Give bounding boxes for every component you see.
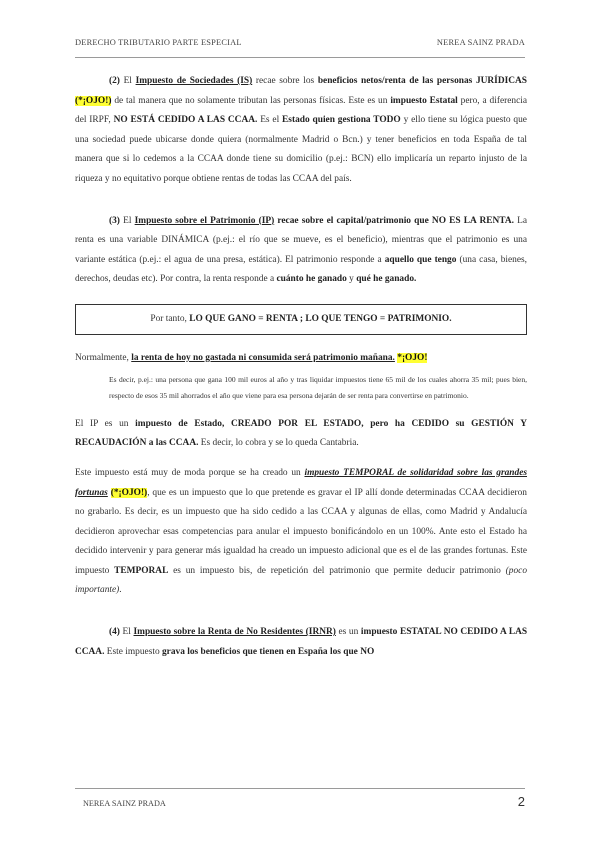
section-title: Impuesto sobre la Renta de No Residentes (IRNR) [133,627,336,638]
bold-text: cuánto he ganado [276,274,347,285]
bold-text: beneficios netos/renta de las personas JURÍDICAS [317,76,527,86]
footer-rule [75,788,525,789]
example-note: Es decir, p.ej.: una persona que gana 100 mil euros al año y tras liquidar impuestos tiene 65 mil de los cuales ahorra 35 mil; pues bien, respecto de esos 35 mil ahorrados el año que viene para esa persona dejarán de ser renta para convertirse en patrimonio. [109,374,527,401]
text: El IP es un [75,418,129,429]
footer-author: NEREA SAINZ PRADA [83,799,166,808]
summary-box [75,304,527,335]
text: de tal manera que no solamente tributan las personas físicas. Este es un [114,95,388,106]
bold-underlined-text: la renta de hoy no gastada ni consumida será patrimonio mañana. [131,352,395,363]
normally-paragraph [75,349,527,369]
text: Este impuesto [106,646,160,657]
text: Es el [260,115,280,126]
bold-text: recae sobre el capital/patrimonio que NO ES LA RENTA. [277,215,514,226]
bold-text: qué he ganado. [356,274,417,285]
text: pero, a diferencia del IRPF, [75,95,528,126]
page-header [75,38,525,47]
section-4-paragraph [75,623,527,662]
fashion-paragraph [75,464,527,601]
text: y ello tiene su lógica puesto que una sociedad puede ubicarse donde quiera (normalmente Madrid o Bcn.) y tener beneficios en toda España de tal manera que si lo cedemos a la CCAA donde tiene su domicilio (p.ej.: BCN) ello implicaría un reparto injusto de la riqueza y no equitativo porque obtiene rentas de todas las CCAA del país. [75,115,527,184]
section-number: (2) [109,76,120,86]
highlight-ojo: (*¡OJO!) [75,95,112,106]
section-number: (3) [109,215,120,226]
header-author: NEREA SAINZ PRADA [436,38,525,47]
bold-text: NO [360,646,375,657]
section-number: (4) [109,627,120,638]
bold-text: Estado quien gestiona TODO [282,115,401,126]
page-number: 2 [517,794,525,809]
text: y [349,274,354,285]
highlight-ojo: *¡OJO! [397,352,428,363]
text: El [123,76,132,86]
text: Este impuesto está muy de moda porque se ha creado un [75,467,301,478]
text: recae sobre los [255,76,315,86]
bold-italic-underlined-text: impuesto TEMPORAL de solidaridad sobre las grandes fortunas [75,467,528,498]
bold-text: aquello que tengo [384,254,457,265]
highlight-ojo: (*¡OJO!) [110,487,148,498]
bold-text: grava los beneficios que tienen en España los que [161,646,358,657]
text: El [122,627,131,638]
text: La renta es una variable DINÁMICA (p.ej.: el río que se mueve, es el beneficio), mientras que el patrimonio es una variante estática (p.ej.: el agua de una presa, estática). El patrimonio responde a [75,215,527,265]
header-rule [75,57,525,58]
section-title: Impuesto sobre el Patrimonio (IP) [134,215,275,226]
bold-text: impuesto ESTATAL NO CEDIDO A LAS CCAA. [75,627,528,657]
text: (una casa, bienes, derechos, deudas etc). Por contra, la renta responde a [75,254,527,285]
text: El [123,215,132,226]
ip-paragraph [75,415,527,454]
page-body [75,72,527,662]
bold-text: NO ESTÁ CEDIDO A LAS CCAA. [113,115,258,126]
text: es un [338,627,359,638]
text: Normalmente, [75,352,129,363]
section-title: Impuesto de Sociedades (IS) [135,76,253,86]
bold-text: LO QUE GANO = RENTA ; LO QUE TENGO = PATRIMONIO. [189,313,452,324]
text: Es decir, lo cobra y se lo queda Cantabria. [200,438,359,449]
bold-text: impuesto de Estado, CREADO POR EL ESTADO, pero ha CEDIDO su GESTIÓN Y RECAUDACIÓN a las CCAA. [75,418,527,449]
bold-text: impuesto Estatal [390,95,458,106]
text: , que es un impuesto que lo que pretende es gravar el IP allí donde determinadas CCAA decidieron no grabarlo. Es decir, es un impuesto que ha sido cedido a las CCAA y algunas de ellas, como Madrid y Andalucía decidieron aprovechar esas competencias para anular el impuesto bonificándolo en un 100%. Ante esto el Estado ha decidido intervenir y para generar más igualdad ha creado un impuesto adicional que es el de las grandes fortunas. Este impuesto [75,487,527,576]
text: es un impuesto bis, de repetición del patrimonio que permite deducir patrimonio [173,565,501,576]
section-2-paragraph [75,72,527,190]
page-footer [83,794,525,809]
text: . [119,585,122,596]
bold-text: TEMPORAL [114,565,169,576]
text: Por tanto, [150,313,187,324]
italic-text: (poco importante) [75,565,528,596]
header-course-title: DERECHO TRIBUTARIO PARTE ESPECIAL [75,38,242,47]
section-3-paragraph [75,212,527,290]
